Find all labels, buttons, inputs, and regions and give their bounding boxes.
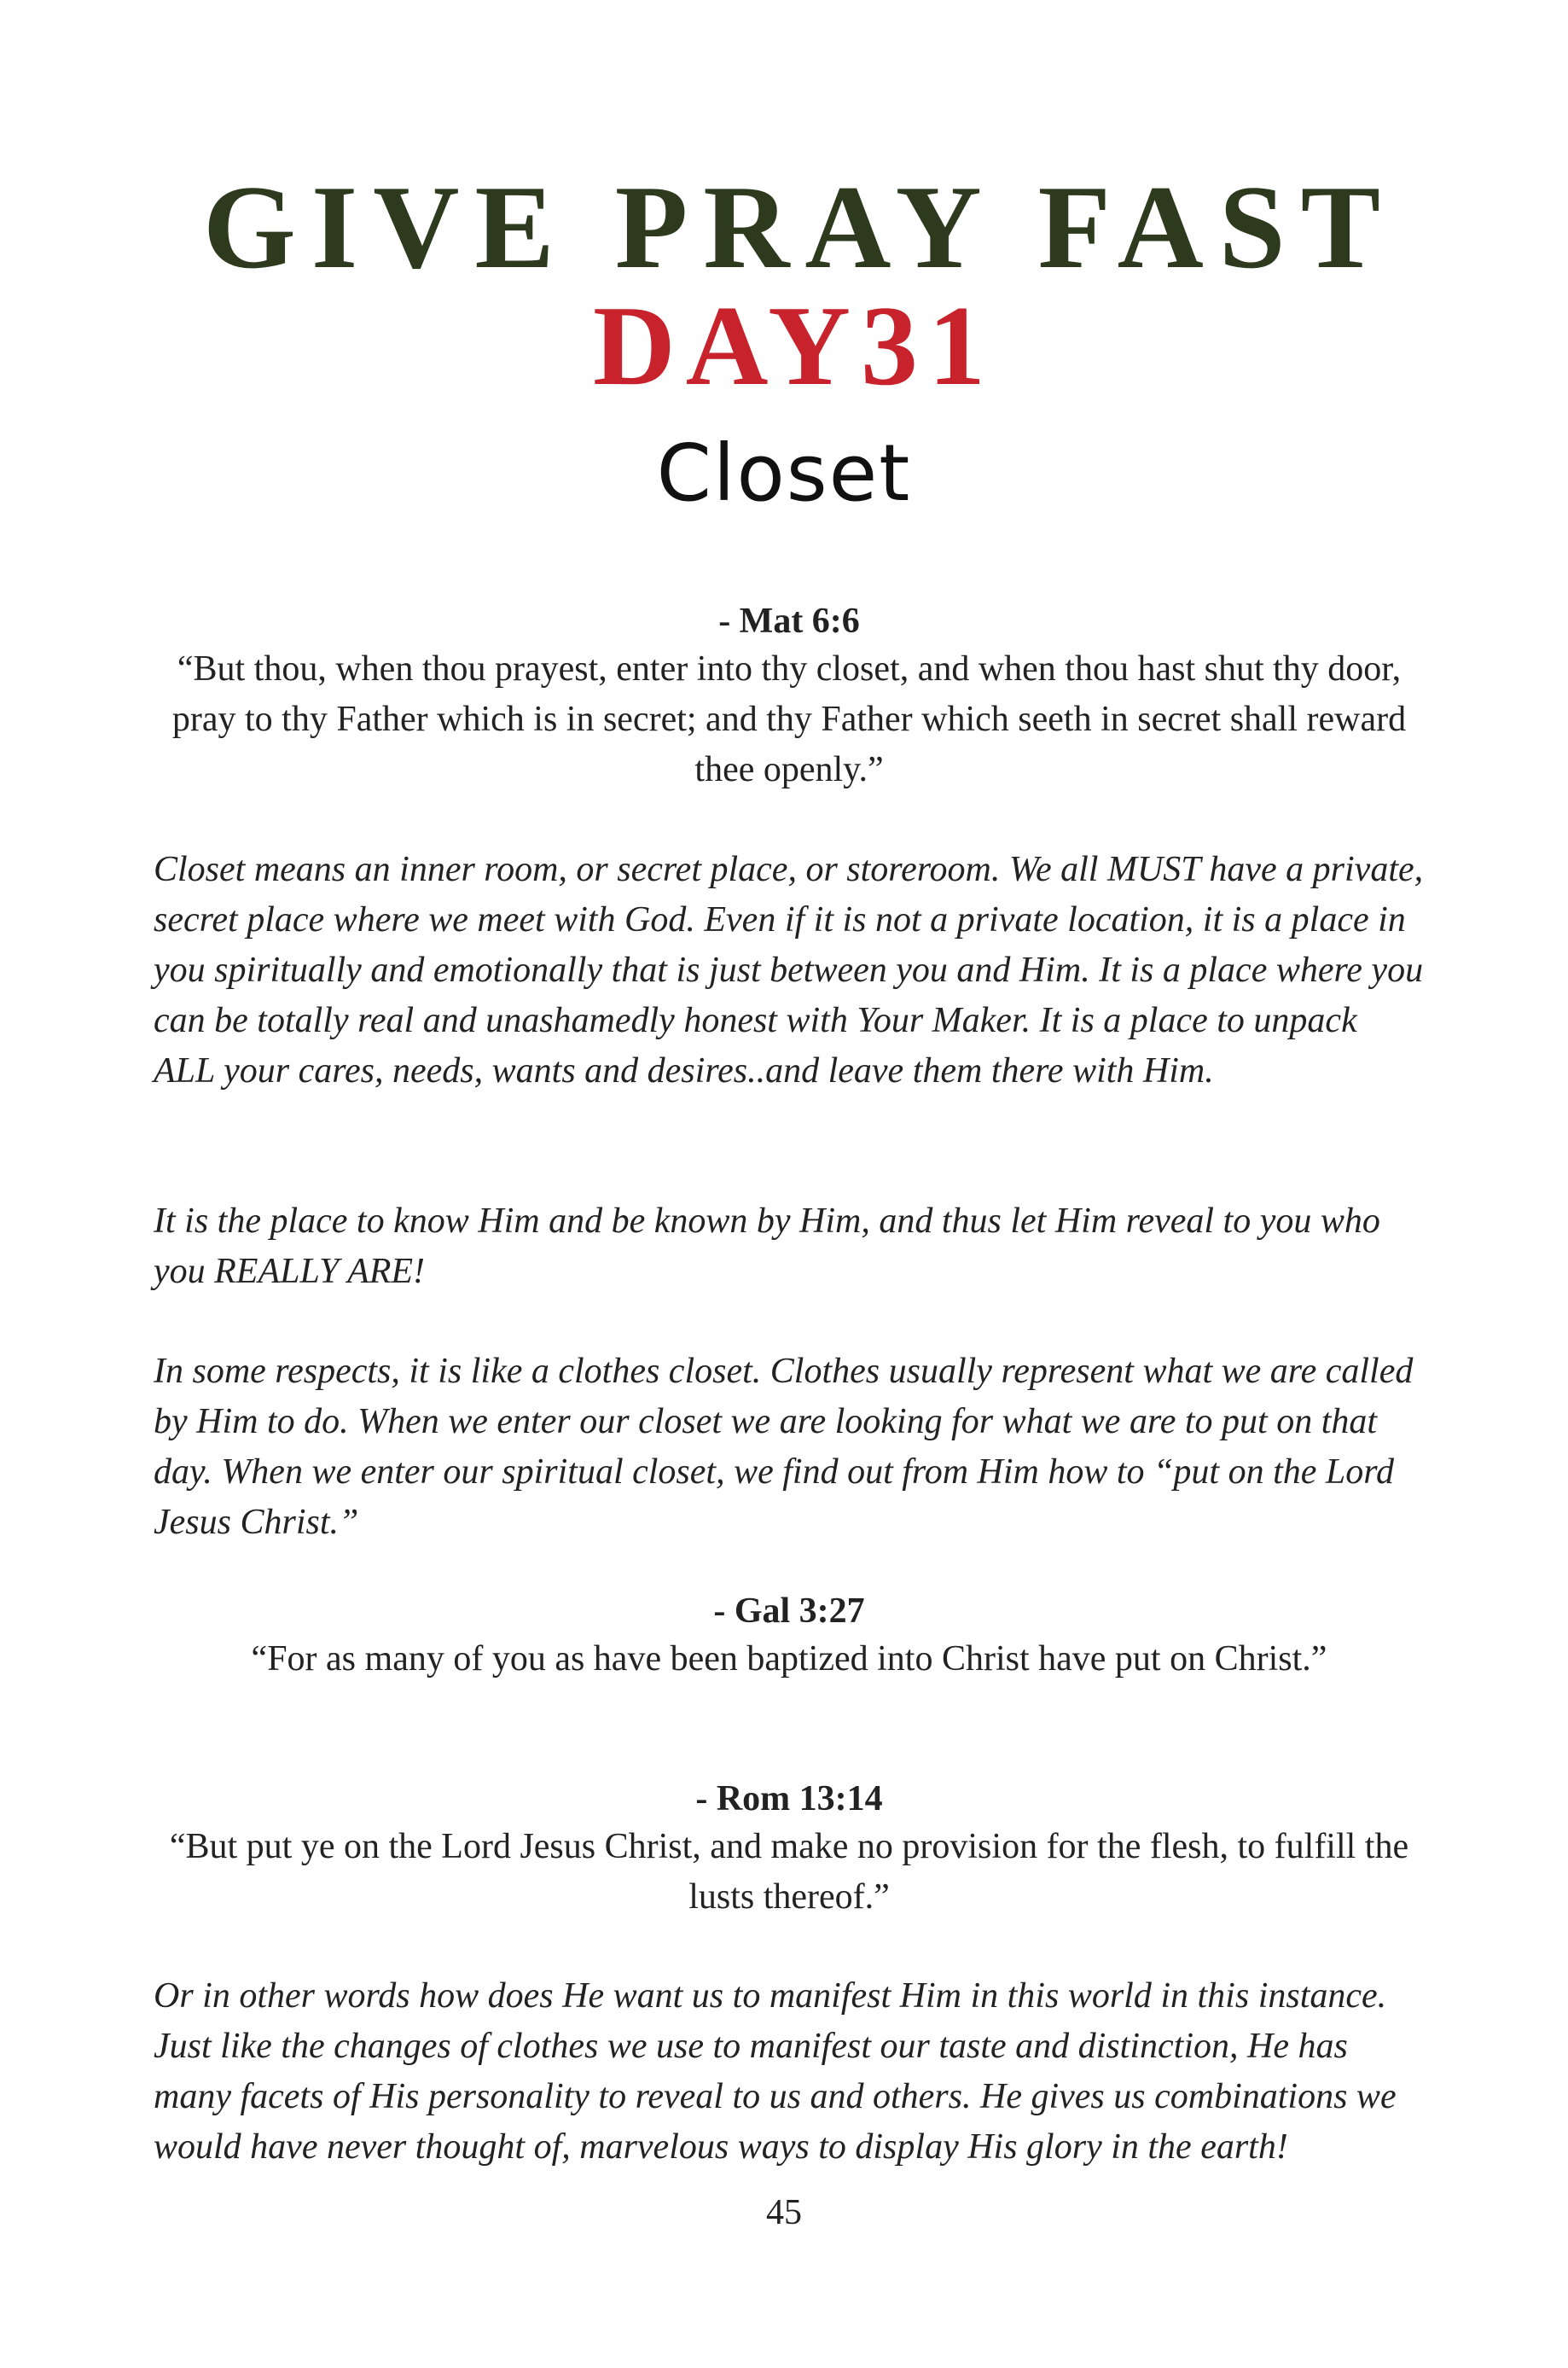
scripture-block-rom: [154, 1777, 1425, 1923]
scripture-quote: “For as many of you as have been baptized into Christ have put on Christ.”: [251, 1639, 1327, 1679]
scripture-reference: - Rom 13:14: [695, 1779, 883, 1818]
scripture-reference: - Gal 3:27: [713, 1591, 865, 1631]
day-title: DAY31: [592, 282, 996, 409]
scripture-block-mat: [154, 599, 1425, 795]
scripture-block-gal: [154, 1589, 1425, 1684]
series-title: GIVE PRAY FAST: [202, 161, 1397, 294]
scripture-quote: “But thou, when thou prayest, enter into thy closet, and when thou hast shut thy door, pray to thy Father which is in secret; and thy Father which seeth in secret shall reward thee openly.”: [171, 649, 1407, 789]
scripture-reference: - Mat 6:6: [718, 602, 860, 641]
page-number: 45: [766, 2193, 802, 2232]
topic-title: Closet: [656, 428, 912, 519]
scripture-quote: “But put ye on the Lord Jesus Christ, and make no provision for the flesh, to fulfill the lusts thereof.”: [169, 1827, 1409, 1917]
reflection-paragraph-4: Or in other words how does He want us to manifest Him in this world in this instance. Just like the changes of clothes we use to manifest our taste and distinction, He has many facets of His personality to reveal to us and others. He gives us combinations we would have never thought of, marvelous ways to display His glory in the earth!: [154, 1976, 1397, 2167]
reflection-paragraph-2: It is the place to know Him and be known by Him, and thus let Him reveal to you who you REALLY ARE!: [154, 1201, 1380, 1291]
reflection-paragraph-1: Closet means an inner room, or secret place, or storeroom. We all MUST have a private, secret place where we meet with God. Even if it is not a private location, it is a place in you spiritually and emotionally that is just between you and Him. It is a place where you can be totally real and unashamedly honest with Your Maker. It is a place to unpack ALL your cares, needs, wants and desires..and leave them there with Him.: [154, 850, 1424, 1091]
reflection-paragraph-3: In some respects, it is like a clothes closet. Clothes usually represent what we are called by Him to do. When we enter our closet we are looking for what we are to put on that day. When we enter our spiritual closet, we find out from Him how to “put on the Lord Jesus Christ.”: [154, 1352, 1414, 1542]
